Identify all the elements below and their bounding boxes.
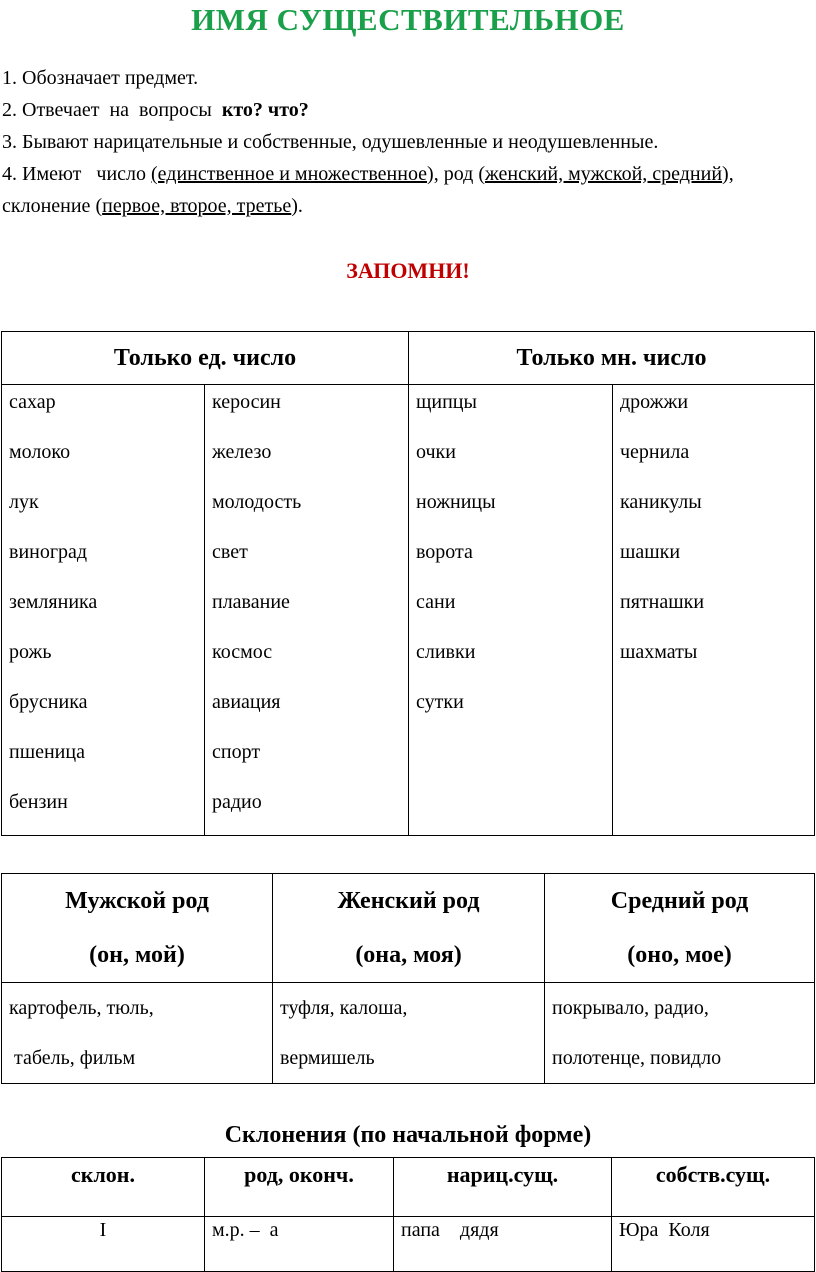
word-item: свет [212,541,248,563]
proper-nouns: Юра Коля [612,1217,815,1272]
rule-3: 3. Бывают нарицательные и собственные, одушевленные и неодушевленные. [2,131,659,153]
common-nouns: папа дядя [394,1217,612,1272]
masculine-pronouns: (он, мой) [89,942,185,968]
feminine-pronouns: (она, моя) [355,942,462,968]
header-gender-ending: род, оконч. [205,1158,394,1217]
rule-4-g: ). [291,195,303,217]
word-item: радио [212,791,262,813]
plural-col-2 [613,385,815,836]
word-item: пятнашки [620,591,705,613]
word-item: ворота [416,541,473,563]
declension-number: I [2,1217,205,1272]
word-item: рожь [9,641,52,663]
masculine-examples [2,983,273,1084]
masculine-line-2: табель, фильм [9,1047,136,1069]
gender-table [1,873,815,1084]
header-common-nouns: нариц.сущ. [394,1158,612,1217]
header-singular: Только ед. число [2,332,409,385]
declension-table [1,1157,815,1272]
rule-4-c: род ( [438,163,485,185]
word-item: щипцы [416,391,477,413]
feminine-examples [273,983,545,1084]
word-item: молодость [212,491,302,513]
feminine-line-1: туфля, калоша, [280,997,408,1019]
page-title: ИМЯ СУЩЕСТВИТЕЛЬНОЕ [191,2,625,37]
feminine-line-2: вермишель [280,1047,375,1069]
rule-2-questions: кто? что? [221,99,309,121]
number-table [1,331,815,836]
neuter-pronouns: (оно, мое) [627,942,732,968]
word-item: плавание [212,591,290,613]
word-item: каникулы [620,491,702,513]
word-item: спорт [212,741,261,763]
rule-2 [2,94,814,126]
rule-4-declension: первое, второе, третье [102,195,292,217]
rule-2-text: 2. Отвечает на вопросы [2,99,222,121]
masculine-label: Мужской род [65,888,209,914]
plural-col-1 [409,385,613,836]
rule-4 [2,158,814,222]
gender-ending: м.р. – а [205,1217,394,1272]
header-neuter [545,874,815,983]
word-item: шашки [620,541,681,563]
header-feminine [273,874,545,983]
header-declension: склон. [2,1158,205,1217]
neuter-line-1: покрывало, радио, [552,997,709,1019]
singular-col-1 [2,385,205,836]
word-item: очки [416,441,456,463]
rule-4-e: ), склонение ( [2,163,734,217]
rule-4-number: (единственное и множественное), [151,163,439,185]
neuter-line-2: полотенце, повидло [552,1047,722,1069]
word-item: виноград [9,541,88,563]
declension-title: Склонения (по начальной форме) [224,1122,592,1148]
word-item: брусника [9,691,88,713]
word-item: лук [9,491,39,513]
header-proper-nouns: собств.сущ. [612,1158,815,1217]
word-item: бензин [9,791,68,813]
word-item: сани [416,591,456,613]
header-masculine [2,874,273,983]
word-item: космос [212,641,273,663]
rule-1: 1. Обозначает предмет. [2,67,199,89]
word-item: авиация [212,691,281,713]
singular-col-2 [205,385,409,836]
word-item: пшеница [9,741,85,763]
word-item: железо [212,441,272,463]
word-item: чернила [620,441,690,463]
remember-heading: ЗАПОМНИ! [346,258,470,283]
rule-4-gender: женский, мужской, средний [485,163,723,185]
masculine-line-1: картофель, тюль, [9,997,154,1019]
word-item: молоко [9,441,71,463]
word-item: шахматы [620,641,698,663]
word-item: дрожжи [620,391,689,413]
word-item: сливки [416,641,476,663]
word-item: сутки [416,691,464,713]
header-plural: Только мн. число [409,332,815,385]
word-item: керосин [212,391,281,413]
rule-4-a: 4. Имеют число [2,163,152,185]
word-item: земляника [9,591,98,613]
neuter-examples [545,983,815,1084]
neuter-label: Средний род [610,888,749,914]
word-item: ножницы [416,491,496,513]
word-item: сахар [9,391,56,413]
rules-list [2,62,814,222]
feminine-label: Женский род [337,888,480,914]
